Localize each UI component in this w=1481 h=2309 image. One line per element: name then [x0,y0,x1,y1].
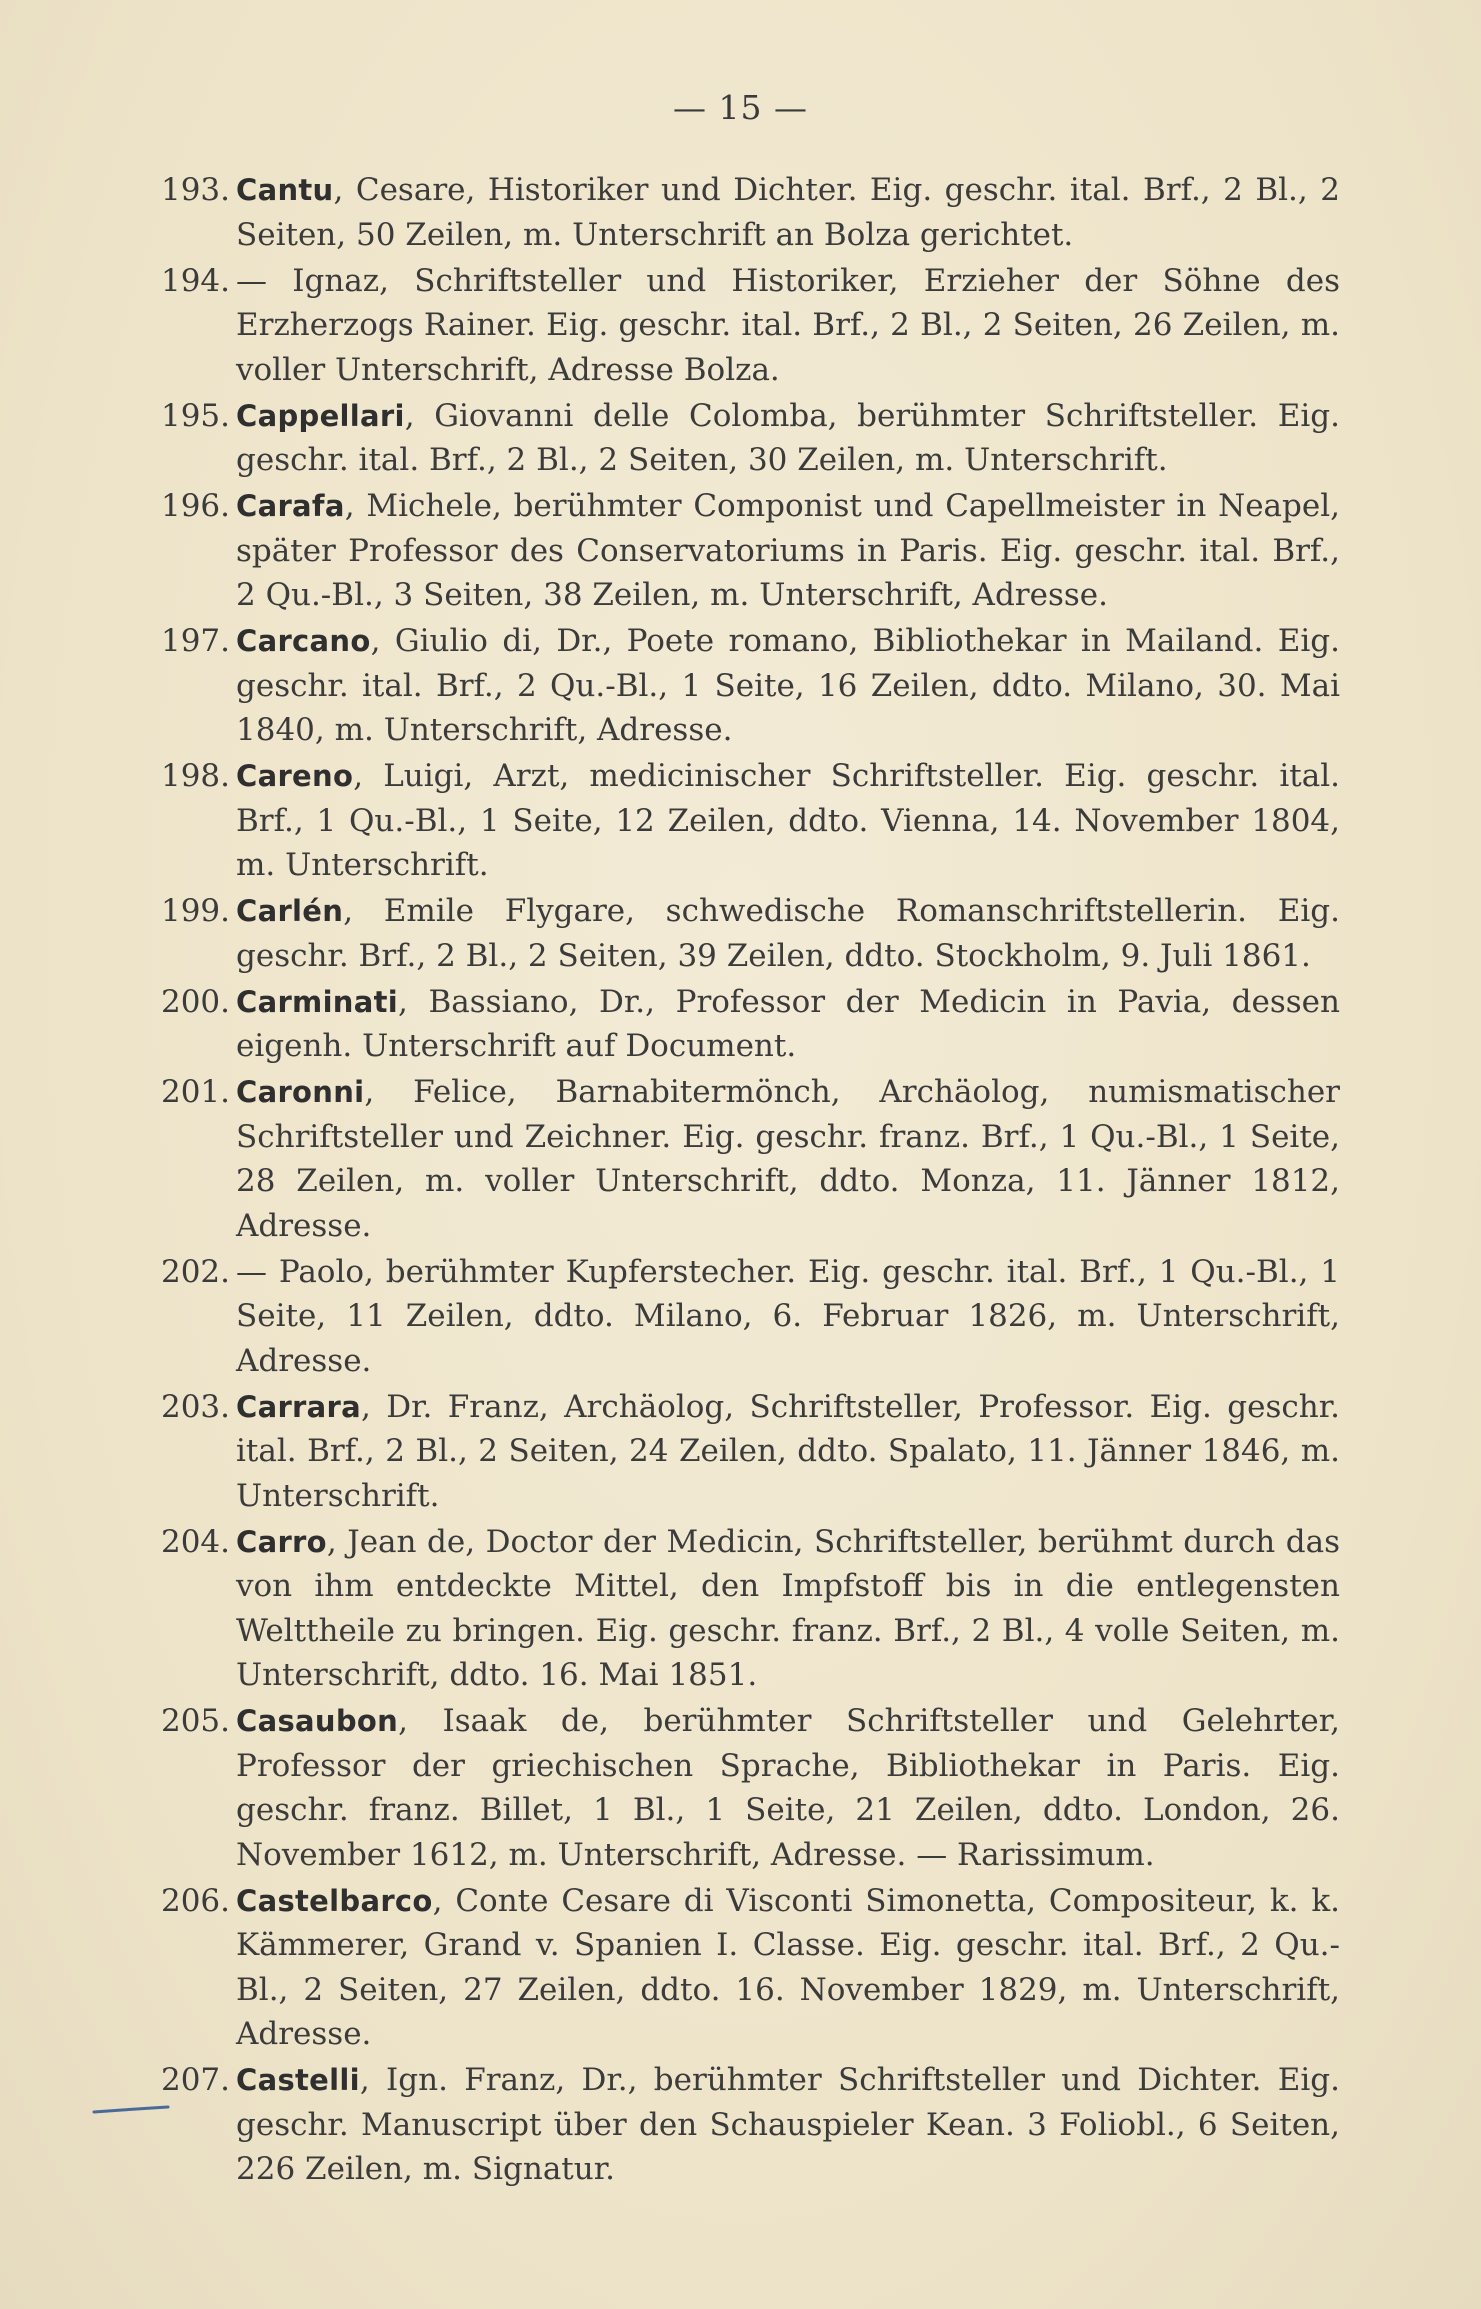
entry-number: 198. [160,758,230,794]
entry-name: Carrara [236,1389,361,1424]
entry-text: , Dr. Franz, Archäolog, Schriftsteller, Professor. Eig. geschr. ital. Brf., 2 Bl., 2 Seiten, 24 Zeilen, ddto. Spalato, 11. Jänner 1846, m. Unterschrift. [236,1388,1340,1514]
entry-number: 199. [160,893,230,929]
entry-text: , Felice, Barnabitermönch, Archäolog, numismatischer Schriftsteller und Zeichner. Eig. geschr. franz. Brf., 1 Qu.-Bl., 1 Seite, 28 Zeilen, m. voller Unterschrift, ddto. Monza, 11. Jänner 1812, Adresse. [236,1074,1340,1244]
catalogue-entry [150,394,1340,483]
catalogue-entry [150,484,1340,618]
catalogue-entry [150,619,1340,753]
entry-number: 197. [160,623,230,659]
page-number: — 15 — [673,88,808,127]
entry-number: 202. [160,1253,230,1290]
entry-number: 204. [160,1523,230,1560]
catalogue-entries [150,168,1340,2193]
entry-name: Carlén [236,894,344,928]
entry-name: Castelbarco [236,1883,433,1918]
entry-text: , Isaak de, berühmter Schriftsteller und Gelehrter, Professor der griechischen Sprache, Bibliothekar in Paris. Eig. geschr. franz. Billet, 1 Bl., 1 Seite, 21 Zeilen, ddto. London, 26. November 1612, m. Unterschrift, Adresse. — Rarissimum. [236,1703,1340,1873]
entry-name: Carro [236,1524,327,1559]
entry-text: , Giovanni delle Colomba, berühmter Schriftsteller. Eig. geschr. ital. Brf., 2 Bl., 2 Seiten, 30 Zeilen, m. Unterschrift. [236,397,1340,478]
catalogue-entry [150,1520,1340,1698]
entry-name: Castelli [236,2063,360,2097]
entry-number: 201. [160,1074,230,1110]
entry-name: Carafa [236,489,345,523]
catalogue-entry [150,754,1340,888]
catalogue-entry [150,259,1340,393]
catalogue-entry [150,1070,1340,1248]
entry-name: Careno [236,759,354,793]
entry-text: , Jean de, Doctor der Medicin, Schriftsteller, berühmt durch das von ihm entdeckte Mittel, den Impfstoff bis in die entlegensten Welttheile zu bringen. Eig. geschr. franz. Brf., 2 Bl., 4 volle Seiten, m. Unterschrift, ddto. 16. Mai 1851. [236,1523,1340,1693]
entry-text: — Ignaz, Schriftsteller und Historiker, Erzieher der Söhne des Erzherzogs Rainer. Eig. geschr. ital. Brf., 2 Bl., 2 Seiten, 26 Zeilen, m. voller Unterschrift, Adresse Bolza. [236,262,1340,388]
catalogue-entry [150,1699,1340,1877]
entry-number: 195. [160,397,230,434]
catalogue-entry [150,1250,1340,1384]
entry-text: — Paolo, berühmter Kupferstecher. Eig. geschr. ital. Brf., 1 Qu.-Bl., 1 Seite, 11 Zeilen, ddto. Milano, 6. Februar 1826, m. Unterschrift, Adresse. [236,1253,1340,1379]
catalogue-entry [150,1879,1340,2057]
entry-name: Cantu [236,173,334,207]
entry-text: , Ign. Franz, Dr., berühmter Schriftsteller und Dichter. Eig. geschr. Manuscript über den Schauspieler Kean. 3 Foliobl., 6 Seiten, 226 Zeilen, m. Signatur. [236,2062,1340,2187]
entry-name: Carcano [236,624,371,658]
catalogue-entry [150,980,1340,1069]
entry-name: Cappellari [236,398,405,433]
catalogue-entry [150,889,1340,978]
entry-number: 196. [160,488,230,524]
catalogue-entry [150,168,1340,257]
entry-text: , Giulio di, Dr., Poete romano, Bibliothekar in Mailand. Eig. geschr. ital. Brf., 2 Qu.-Bl., 1 Seite, 16 Zeilen, ddto. Milano, 30. Mai 1840, m. Unterschrift, Adresse. [236,623,1340,748]
entry-name: Casaubon [236,1704,399,1738]
entry-text: , Bassiano, Dr., Professor der Medicin in Pavia, dessen eigenh. Unterschrift auf Document. [236,983,1340,1064]
entry-text: , Cesare, Historiker und Dichter. Eig. geschr. ital. Brf., 2 Bl., 2 Seiten, 50 Zeilen, m. Unterschrift an Bolza gerichtet. [236,172,1340,253]
entry-number: 194. [160,262,230,299]
entry-text: , Michele, berühmter Componist und Capellmeister in Neapel, später Professor des Conservatoriums in Paris. Eig. geschr. ital. Brf., 2 Qu.-Bl., 3 Seiten, 38 Zeilen, m. Unterschrift, Adresse. [236,488,1340,613]
catalogue-entry [150,2058,1340,2192]
entry-number: 206. [160,1882,230,1919]
entry-number: 207. [160,2062,230,2098]
entry-name: Carminati [236,984,399,1019]
entry-name: Caronni [236,1075,365,1109]
entry-number: 205. [160,1703,230,1739]
catalogue-entry [150,1385,1340,1519]
entry-text: , Emile Flygare, schwedische Romanschriftstellerin. Eig. geschr. Brf., 2 Bl., 2 Seiten, 39 Zeilen, ddto. Stockholm, 9. Juli 1861. [236,893,1340,974]
entry-number: 193. [160,172,230,208]
entry-text: , Conte Cesare di Visconti Simonetta, Compositeur, k. k. Kämmerer, Grand v. Spanien I. Classe. Eig. geschr. ital. Brf., 2 Qu.-Bl., 2 Seiten, 27 Zeilen, ddto. 16. November 1829, m. Unterschrift, Adresse. [236,1882,1340,2052]
entry-number: 203. [160,1388,230,1425]
entry-number: 200. [160,983,230,1020]
entry-text: , Luigi, Arzt, medicinischer Schriftsteller. Eig. geschr. ital. Brf., 1 Qu.-Bl., 1 Seite, 12 Zeilen, ddto. Vienna, 14. November 1804, m. Unterschrift. [236,758,1340,883]
